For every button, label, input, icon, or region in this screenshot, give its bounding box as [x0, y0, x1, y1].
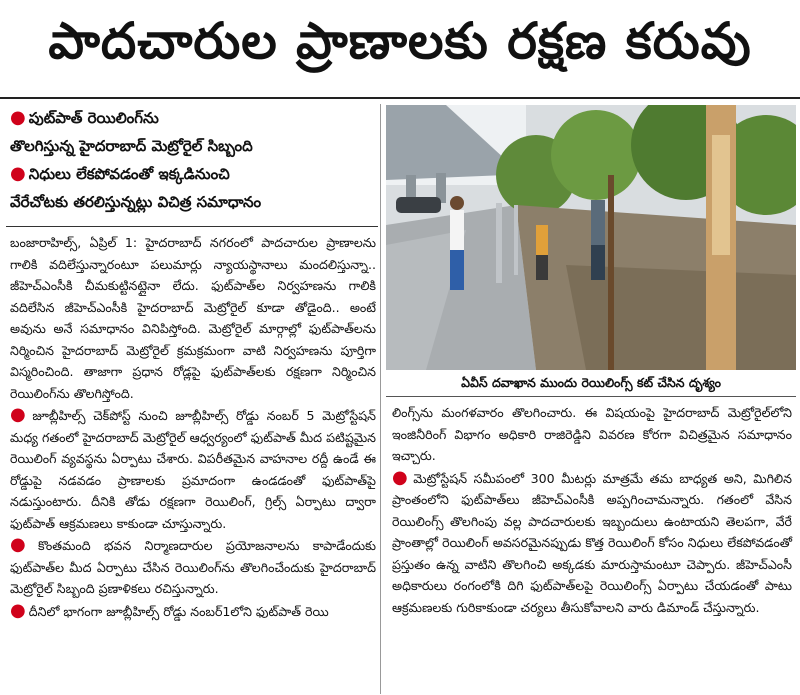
deck-line	[10, 160, 380, 188]
headline: పాదచారుల ప్రాణాలకు రక్షణ కరువు	[48, 12, 752, 70]
bullet-icon: ●	[10, 107, 26, 128]
left-column	[10, 232, 376, 692]
bullet-icon: ●	[10, 599, 26, 621]
deck-text: పుట్‌పాత్ రెయిలింగ్‌ను	[28, 109, 159, 127]
caption-rule	[386, 396, 796, 397]
photo-illustration	[386, 105, 796, 370]
bullet-icon: ●	[10, 534, 35, 555]
deck	[10, 104, 380, 216]
news-photo	[386, 105, 796, 370]
deck-text: నిధులు లేకపోవడంతో ఇక్కడినుంచి	[28, 165, 230, 183]
article-paragraph: ● జూబ్లీహిల్స్ చెక్‌పోస్ట్ నుంచి జూబ్లీహిల్స్ రోడ్డు నంబర్ 5 మెట్రోస్టేషన్ మధ్య గతంలో హైదరాబాద్ మెట్రోరైల్ ఆధ్వర్యంలో ఫుట్‌పాత్ మీద పటిష్టమైన రెయిలింగ్ వ్యవస్థను ఏర్పాటు చేశారు. విపరీతమైన వాహనాల రద్దీ ఉండే ఈ రోడ్డుపై నడవడం ప్రాణాలకు ప్రమాదంగా ఉండడంతో ఫుట్‌పాత్‌పై నడుస్తుంటారు. దీనికి తోడు రక్షణగా రెయిలింగ్, గ్రిల్స్ ఏర్పాటు ద్వారా ఫుట్‌పాత్ ఆక్రమణలు కాకుండా చూస్తున్నారు.	[10, 404, 376, 531]
bullet-icon: ●	[10, 163, 26, 184]
photo-caption: ఏవీస్ దవాఖాన ముందు రెయిలింగ్స్ కట్ చేసిన దృశ్యం	[461, 375, 721, 390]
article-paragraph: లింగ్స్‌ను మంగళవారం తొలగించారు. ఈ విషయంపై హైదరాబాద్ మెట్రోరైల్‌లోని ఇంజినీరింగ్ విభాగం అధికారి రాజిరెడ్డిని వివరణ కోరగా విచిత్రమైన సమాధానం ఇచ్చారు.	[392, 405, 792, 463]
headline-rule	[0, 97, 800, 99]
column-divider	[380, 104, 381, 694]
bullet-icon: ●	[10, 404, 30, 425]
bullet-icon: ●	[392, 466, 411, 488]
article-paragraph: ● మెట్రోస్టేషన్ సమీపంలో 300 మీటర్లు మాత్రమే తమ బాధ్యత అని, మిగిలిన ప్రాంతంలోని ఫుట్‌పాత్‌లు జీహెచ్‌ఎంసీకి అప్పగించామన్నారు. గతంలో వేసిన రెయిలింగ్స్ తొలగింపు వల్ల పాదచారులకు ఇబ్బందులు ఉంటాయని తెలపగా, వేరే ప్రాంతాల్లో రెయిలింగ్ అవసరమైనప్పుడు కొత్త రెయిలింగ్ కోసం నిధులు లేకపోవడంతో ప్రస్తుతం ఉన్న వాటిని తొలగించి అక్కడకు మారుస్తామంటూ చెప్పారు. జీహెచ్‌ఎంసీ అధికారులు రంగంలోకి దిగి ఫుట్‌పాత్‌లపై రెయిలింగ్స్ ఏర్పాటు చేయడంతో పాటు ఆక్రమణలకు గురికాకుండా చర్యలు తీసుకోవాలని వారు డిమాండ్ చేస్తున్నారు.	[392, 466, 792, 615]
deck-line	[10, 104, 380, 132]
right-column	[392, 402, 792, 692]
deck-line	[10, 188, 380, 216]
deck-text: వేరేచోటకు తరలిస్తున్నట్లు విచిత్ర సమాధానం	[10, 193, 262, 211]
deck-rule	[6, 226, 378, 227]
article-paragraph: ● దీనిలో భాగంగా జూబ్లీహిల్స్ రోడ్డు నంబర్1లోని ఫుట్‌పాత్ రెయి	[10, 599, 329, 621]
article-paragraph: ● కొంతమంది భవన నిర్మాణదారుల ప్రయోజనాలను కాపాడేందుకు ఫుట్‌పాత్‌ల మీద ఏర్పాటు చేసిన రెయిలింగ్‌ను తొలగించేందుకు హైదరాబాద్ మెట్రోరైల్ సిబ్బంది ప్రణాళికలు రచిస్తున్నారు.	[10, 534, 376, 596]
deck-text: తొలగిస్తున్న హైదరాబాద్ మెట్రోరైల్ సిబ్బంది	[10, 137, 253, 155]
deck-line	[10, 132, 380, 160]
article-paragraph: బంజారాహిల్స్, ఏప్రిల్ 1: హైదరాబాద్ నగరంలో పాదచారుల ప్రాణాలను గాలికి వదిలేస్తున్నారంటూ పలుమార్లు న్యాయస్థానాలు మందలిస్తున్నా.. జీహెచ్‌ఎంసీకి చీమకుట్టినట్లైనా లేదు. ఫుట్‌పాత్‌ల నిర్వహణను గాలికి వదిలేసిన జీహెచ్‌ఎంసీకి హైదరాబాద్ మెట్రోరైల్ కూడా తోడైంది.. అంటే అవును అనే సమాధానం వినిపిస్తోంది. మెట్రోరైల్ మార్గాల్లో ఫుట్‌పాత్‌లను నిర్మించిన హైదరాబాద్ మెట్రోరైల్ క్రమక్రమంగా వాటి నిర్వహణను పూర్తిగా విస్మరించింది. తాజాగా ప్రధాన రోడ్లపై ఫుట్‌పాత్‌లకు రక్షణగా నిర్మించిన రెయిలింగ్‌ను తొలగిస్తోంది.	[10, 235, 376, 401]
